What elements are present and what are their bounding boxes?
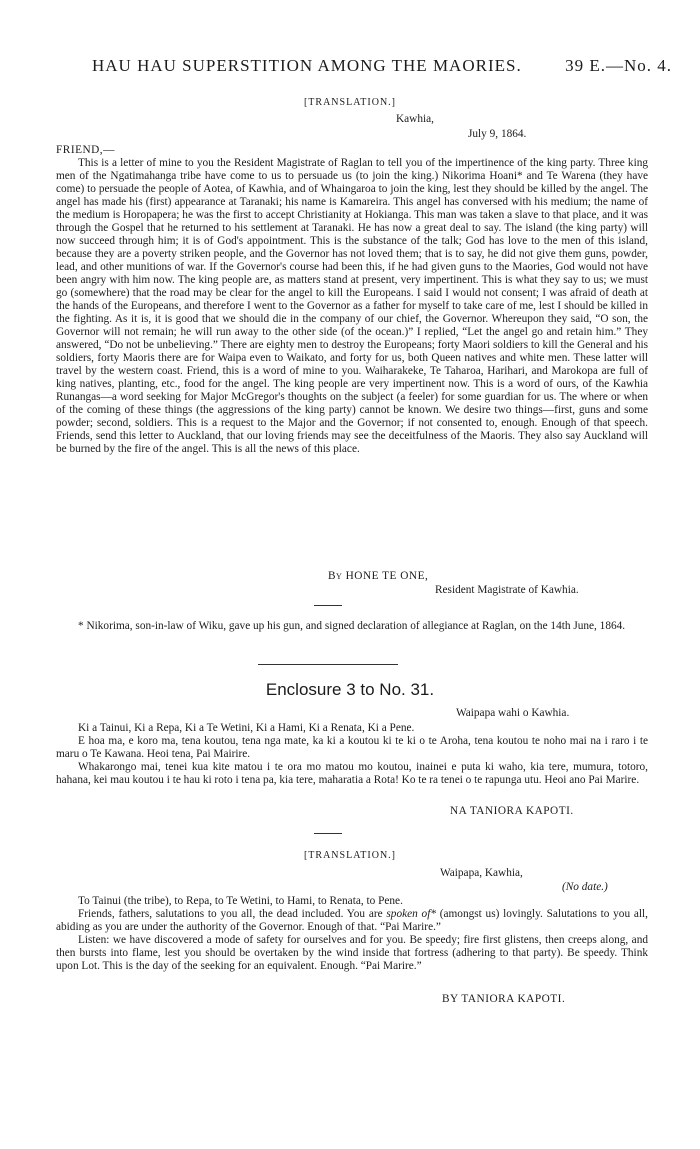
salutation: FRIEND,— xyxy=(56,144,115,156)
enclosure-place: Waipapa wahi o Kawhia. xyxy=(456,707,570,719)
divider xyxy=(314,833,342,834)
letter-body xyxy=(56,144,648,456)
enclosure-paragraph: E hoa ma, e koro ma, tena koutou, tena nga mate, ka ki a koutou ki te ki o te Aroha, tena koutou te noho mai na i raro i te maru o Te Kawana. Heoi tena, Pai Mairire. xyxy=(56,735,648,760)
letter-paragraph: Listen: we have discovered a mode of safety for ourselves and for you. Be speedy; fire first glistens, then creeps along, and then bursts into flame, lest you should be overtaken by the wind inside that fortress (adhering to that party). Be speedy. Think upon Lot. This is the day of the seeking for an equivalent. Enough. “Pai Marire.” xyxy=(56,934,648,972)
text-run-italic: spoken of* xyxy=(386,908,436,920)
letter-date: (No date.) xyxy=(562,881,608,893)
footnote-text: * Nikorima, son-in-law of Wiku, gave up his gun, and signed declaration of allegiance at Raglan, on the 14th June, 1864. xyxy=(78,620,626,632)
letter-place: Kawhia, xyxy=(396,113,434,125)
enclosure-paragraph: Whakarongo mai, tenei kua kite matou i te ora mo matou mo koutou, inainei e puta ki waho, kia tere, mumura, totoro, hahana, kei mau koutou i te hau ki roto i tena pa, kia tere, maharatia a Rota! Ko te ra tenei o te rapunga utu. Heoi ano Pai Marire. xyxy=(56,761,648,786)
translation-label: [TRANSLATION.] xyxy=(303,850,397,861)
running-title: HAU HAU SUPERSTITION AMONG THE MAORIES. xyxy=(92,56,522,75)
enclosure-heading: Enclosure 3 to No. 31. xyxy=(265,680,435,699)
letter-paragraph: This is a letter of mine to you the Resident Magistrate of Raglan to tell you of the impertinence of the king party. Three king men of the Ngatimahanga tribe have come to us to persuade us (to join the king.) Nikorima Hoani* and Te Warena (they have come) to persuade the people of Aotea, of Kawhia, and of Whaingaroa to join the king, lest they should be killed by the angel. The angel has made his (first) appearance at Taranaki; his name is Kamareira. This angel has conversed with his medium; the name of the medium is Horopapera; he was the first to accept Christianity at Hokianga. This man was taken a slave to that place, and it was through the Gospel that he returned to his settlement at Taranaki. He has now a great deal to say. The island (the king party) will now succeed through him; it is of God's appointment. This is the substance of the talk; God has love to the men of this island, because they are a poverty striken people, and the Governor has not loved them; that is to say, he did not give them guns, powder, lead, and other munitions of war. If the Governor's course had been this, if he had given guns to the Maories, God would not have been angry with him now. The king people are, as matters stand at present, very impertinent. This is what they say to us; we must go (somewhere) that the road may be clear for the angel to kill the Europeans. I said I would not consent; I was afraid of death at the hands of the Europeans, and therefore I went to the Governor as a father for myself to take care of me, lest I should be killed in the fighting. As it is, it is good that we should die in the company of our chief, the Governor. Whereupon they said, “O son, the Governor will not remain; he will run away to the other side (of the ocean.)” I replied, “Let the angel go and retain him.” They answered, “Do not be unbelieving.” There are eighty men to destroy the Europeans; forty Maori soldiers to kill the General and his soldiers, forty Maoris there are for Waipa even to Waikato, and forty for us, both Queen natives and white men. These latter will travel by the western coast. Friend, this is a word of mine to you. Waiharakeke, Te Taharoa, Harihari, and Marokopa are full of king natives, planting, etc., food for the angel. The king people are very impertinent now. This is a word of ours, of the Kawhia Runangas—a word seeking for Major McGregor's thoughts on the subject (a feeler) for some guardian for us. The where or when of the coming of these things (the aggressions of the king party) cannot be known. We desire two things—first, guns and some powder; second, soldiers. This is a request to the Major and the Governor; if not consented to, enough. Enough of that speech. Friends, send this letter to Auckland, that our loving friends may see the deceitfulness of the Maoris. They also say Auckland will be burned by the fire of the angel. This is all the news of this place. xyxy=(56,157,648,455)
divider xyxy=(314,605,342,606)
footnote xyxy=(56,620,648,633)
divider xyxy=(258,664,398,665)
letter-place: Waipapa, Kawhia, xyxy=(440,867,523,879)
letter-paragraph xyxy=(56,908,648,934)
letter-address: To Tainui (the tribe), to Repa, to Te Wetini, to Hami, to Renata, to Pene. xyxy=(78,895,403,907)
enclosure-body xyxy=(56,722,648,787)
letter-body xyxy=(56,895,648,973)
text-run: (amongst us) lovingly. Salutations to you all, abiding as you are under the authority of the Governor. Enough of that. “Pai Marire.” xyxy=(56,908,648,933)
enclosure-address: Ki a Tainui, Ki a Repa, Ki a Te Wetini, Ki a Hami, Ki a Renata, Ki a Pene. xyxy=(78,722,415,734)
signature: BY TANIORA KAPOTI. xyxy=(442,993,566,1005)
enclosure-signature: NA TANIORA KAPOTI. xyxy=(450,805,574,817)
page-reference: 39 E.—No. 4. xyxy=(565,56,672,75)
letter-date: July 9, 1864. xyxy=(468,128,527,140)
signature-title: Resident Magistrate of Kawhia. xyxy=(435,584,579,596)
signature: By HONE TE ONE, xyxy=(328,570,429,582)
text-run: Friends, fathers, salutations to you all, the dead included. You are xyxy=(78,908,387,920)
translation-label: [TRANSLATION.] xyxy=(303,97,397,108)
